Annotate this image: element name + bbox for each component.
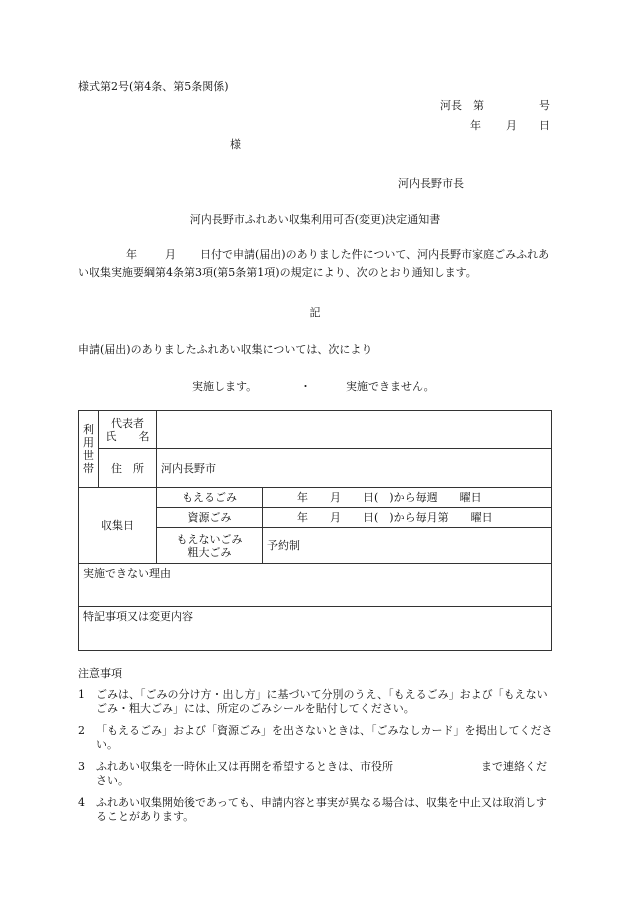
- option-no: 実施できません。: [346, 380, 435, 393]
- collection-day-label: 収集日: [79, 488, 157, 564]
- issuer: 河内長野市長: [398, 177, 464, 190]
- note-number: 4: [78, 796, 85, 809]
- list-item: [78, 724, 554, 752]
- table-row: [79, 564, 552, 607]
- body-paragraph-text: 日付で申請(届出)のありました件について、河内長野市家庭ごみふれあい収集実施要綱第4条第3項(第5条第1項)の規定により、次のとおり通知します。: [78, 248, 550, 279]
- table-row: [79, 607, 552, 651]
- representative-label: 代表者 氏 名: [99, 411, 157, 449]
- date-year: 年: [470, 119, 481, 132]
- list-item: [78, 760, 554, 788]
- decision-intro: 申請(届出)のありましたふれあい収集については、次により: [78, 343, 373, 356]
- burnable-label: もえるごみ: [157, 488, 263, 508]
- note-number: 3: [78, 760, 85, 773]
- recyclable-label: 資源ごみ: [157, 508, 263, 528]
- burnable-schedule[interactable]: 年 月 日( )から毎週 曜日: [263, 488, 552, 508]
- table-row: [79, 449, 552, 488]
- body-paragraph: [78, 246, 554, 282]
- list-item: [78, 796, 554, 824]
- date-day: 日: [539, 119, 550, 132]
- notes-title: 注意事項: [78, 667, 122, 680]
- body-date-month: 月: [165, 248, 176, 261]
- table-row: [79, 411, 552, 449]
- note-text: ふれあい収集開始後であっても、申請内容と事実が異なる場合は、収集を中止又は取消しすることがあります。: [96, 796, 547, 823]
- note-text: 「もえるごみ」および「資源ごみ」を出さないときは、「ごみなしカード」を掲出してください。: [96, 724, 553, 751]
- doc-number-suffix: 号: [539, 99, 550, 112]
- nonburnable-label: もえないごみ 粗大ごみ: [157, 528, 263, 564]
- doc-number-prefix: 河長 第: [440, 99, 484, 112]
- note-text: ふれあい収集を一時休止又は再開を希望するときは、市役所 まで連絡ください。: [96, 760, 547, 787]
- document-title: 河内長野市ふれあい収集利用可否(変更)決定通知書: [189, 213, 441, 226]
- address-label: 住 所: [99, 449, 157, 488]
- notes-section: [78, 666, 554, 832]
- option-yes: 実施します。: [192, 380, 258, 393]
- note-text: ごみは、「ごみの分け方・出し方」に基づいて分別のうえ、「もえるごみ」および「もえないごみ・粗大ごみ」には、所定のごみシールを貼付してください。: [96, 688, 548, 715]
- note-number: 2: [78, 724, 85, 737]
- recyclable-schedule[interactable]: 年 月 日( )から毎月第 曜日: [263, 508, 552, 528]
- nonburnable-value: 予約制: [263, 528, 552, 564]
- representative-name-field[interactable]: [157, 411, 552, 449]
- date-month: 月: [506, 119, 517, 132]
- list-item: [78, 688, 554, 716]
- notes-field[interactable]: 特記事項又は変更内容: [79, 607, 552, 651]
- table-row: [79, 488, 552, 508]
- addressee-suffix: 様: [230, 138, 241, 151]
- household-info-table: [78, 410, 552, 651]
- household-label: 利 用 世 帯: [79, 411, 99, 488]
- address-field[interactable]: 河内長野市: [157, 449, 552, 488]
- note-number: 1: [78, 688, 85, 701]
- reason-field[interactable]: 実施できない理由: [79, 564, 552, 607]
- body-date-year: 年: [126, 248, 137, 261]
- form-number: 様式第2号(第4条、第5条関係): [78, 80, 229, 93]
- ki-label: 記: [309, 306, 321, 319]
- option-separator: ・: [300, 380, 311, 393]
